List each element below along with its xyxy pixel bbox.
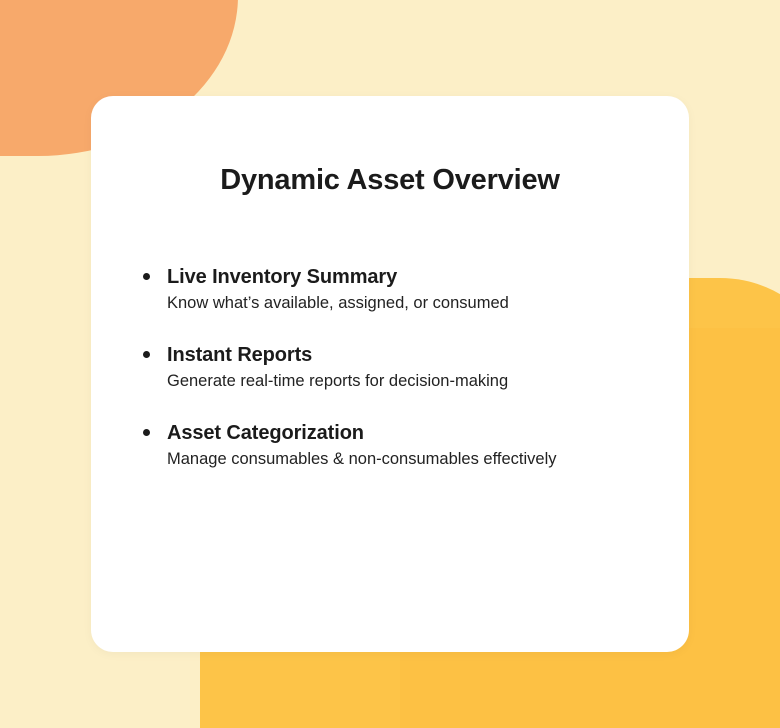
feature-heading: Live Inventory Summary	[167, 266, 398, 288]
feature-heading: Instant Reports	[167, 343, 313, 366]
list-item	[137, 264, 659, 316]
feature-heading: Asset Categorization	[167, 421, 364, 444]
content-card	[91, 96, 689, 652]
feature-description: Manage consumables & non-consumables effectively	[167, 449, 557, 468]
feature-list	[137, 264, 659, 472]
list-item	[137, 420, 659, 472]
feature-description: Know what’s available, assigned, or consumed	[167, 294, 509, 312]
feature-description: Generate real-time reports for decision-making	[167, 371, 509, 390]
list-item	[137, 342, 659, 394]
bullet-icon	[143, 351, 150, 358]
bullet-icon	[143, 273, 150, 280]
page-title: Dynamic Asset Overview	[220, 164, 560, 196]
bullet-icon	[143, 429, 150, 436]
